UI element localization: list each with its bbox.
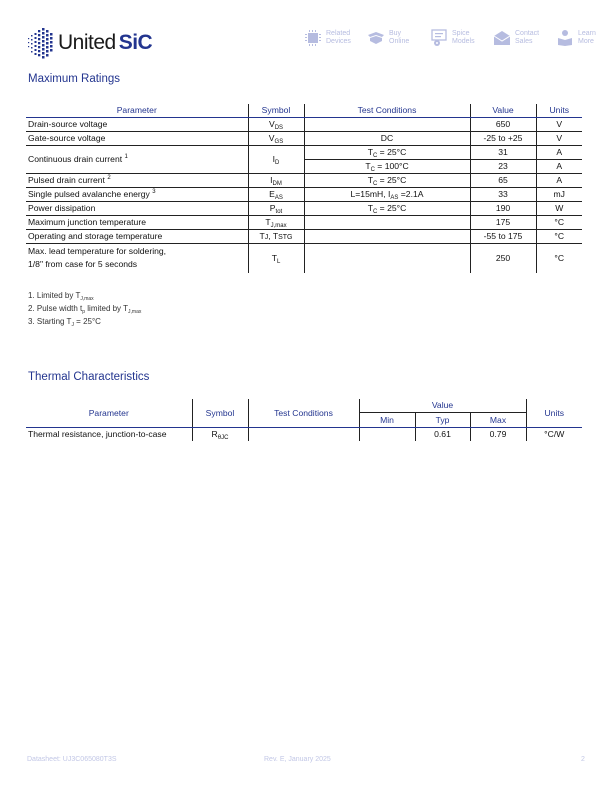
parameter-cell: Single pulsed avalanche energy $^3$: [26, 188, 248, 202]
chip-icon: [303, 28, 323, 48]
condition-cell: $T_C = 25^\circ C$: [304, 174, 470, 188]
col-header-symbol: Symbol: [192, 399, 248, 428]
table-row: [26, 216, 582, 230]
spice-models-link[interactable]: [429, 28, 486, 48]
parameter-cell: Thermal resistance, junction-to-case: [28, 429, 167, 439]
value-cell: 250: [470, 244, 536, 273]
symbol-cell: $R_{\theta JC}$: [192, 428, 248, 442]
footer-page-number: 2: [581, 756, 585, 763]
col-header-symbol: Symbol: [248, 104, 304, 118]
nav-label: Models: [452, 38, 475, 45]
parameter-cell: Pulsed drain current $^2$: [26, 174, 248, 188]
condition-cell: [248, 428, 359, 442]
units-cell: A: [536, 160, 582, 174]
footer-datasheet-id: Datasheet: UJ3C065080T3S: [27, 756, 117, 763]
parameter-cell: Drain-source voltage: [26, 118, 248, 132]
col-header-typ: Typ: [415, 413, 470, 428]
table-row: [26, 428, 582, 442]
condition-cell: L=15mH, $I_{AS} =2.1A$: [304, 188, 470, 202]
col-header-min: Min: [359, 413, 415, 428]
units-cell: °C: [536, 230, 582, 244]
units-cell: A: [536, 146, 582, 160]
units-cell: A: [536, 174, 582, 188]
envelope-icon: [492, 28, 512, 48]
thermal-characteristics-table: [26, 399, 582, 441]
parameter-cell: Gate-source voltage: [26, 132, 248, 146]
col-header-parameter: Parameter: [26, 399, 192, 428]
units-cell: V: [536, 118, 582, 132]
footnotes: [28, 289, 141, 328]
condition-cell: [304, 118, 470, 132]
value-cell: 190: [470, 202, 536, 216]
symbol-cell: TJ, TSTG: [248, 230, 304, 244]
min-cell: [359, 428, 415, 442]
learn-more-link[interactable]: [555, 28, 612, 48]
maximum-ratings-table: [26, 104, 582, 273]
nav-label: Learn: [578, 30, 596, 37]
header-quick-links: [303, 28, 612, 48]
value-cell: -25 to +25: [470, 132, 536, 146]
parameter-cell: Power dissipation: [26, 202, 248, 216]
parameter-cell: Maximum junction temperature: [26, 216, 248, 230]
footnote-3: 3. Starting $T_J = 25^\circ C$: [28, 317, 101, 328]
parameter-cell: Continuous drain current $^1$: [26, 146, 248, 174]
units-cell: W: [536, 202, 582, 216]
footnote-1: 1. Limited by $T_{J,max}$: [28, 291, 94, 302]
condition-cell: $T_C = 25^\circ C$: [304, 202, 470, 216]
value-cell: 65: [470, 174, 536, 188]
units-cell: °C/W: [526, 428, 582, 442]
col-header-test-conditions: Test Conditions: [248, 399, 359, 428]
value-cell: -55 to 175: [470, 230, 536, 244]
section-title-maximum-ratings: Maximum Ratings: [28, 73, 121, 85]
col-header-parameter: Parameter: [26, 104, 248, 118]
nav-label: Devices: [326, 38, 351, 45]
symbol-cell: $E_{AS}$: [248, 188, 304, 202]
table-row: [26, 230, 582, 244]
reader-icon: [555, 28, 575, 48]
value-cell: 23: [470, 160, 536, 174]
table-row: [26, 202, 582, 216]
symbol-cell: $T_L$: [248, 244, 304, 273]
table-header-row: [26, 104, 582, 118]
buy-online-link[interactable]: [366, 28, 423, 48]
nav-label: More: [578, 38, 594, 45]
nav-label: Sales: [515, 38, 533, 45]
box-icon: [366, 28, 386, 48]
col-header-value: Value: [470, 104, 536, 118]
footer-revision: Rev. E, January 2025: [264, 756, 331, 763]
table-row: [26, 174, 582, 188]
nav-label: Related: [326, 30, 351, 37]
contact-sales-link[interactable]: [492, 28, 549, 48]
col-header-units: Units: [536, 104, 582, 118]
condition-cell: [304, 216, 470, 230]
max-cell: 0.79: [470, 428, 526, 442]
symbol-cell: $I_{DM}$: [248, 174, 304, 188]
units-cell: °C: [536, 244, 582, 273]
hexagon-dots-icon: [27, 27, 55, 59]
condition-cell: [304, 230, 470, 244]
unitedsic-logo: [27, 27, 157, 59]
table-row: [26, 118, 582, 132]
nav-label: Buy: [389, 30, 402, 37]
condition-cell: [304, 244, 470, 273]
value-cell: 31: [470, 146, 536, 160]
units-cell: V: [536, 132, 582, 146]
symbol-cell: $I_D$: [248, 146, 304, 174]
value-cell: 33: [470, 188, 536, 202]
condition-cell: $T_C = 100^\circ C$: [304, 160, 470, 174]
value-cell: 650: [470, 118, 536, 132]
symbol-cell: $P_{tot}$: [248, 202, 304, 216]
col-header-value: Value: [359, 399, 526, 413]
condition-cell: DC: [304, 132, 470, 146]
table-row: [26, 132, 582, 146]
table-row: [26, 244, 582, 273]
col-header-test-conditions: Test Conditions: [304, 104, 470, 118]
parameter-cell: Max. lead temperature for soldering, 1/8" from case for 5 seconds: [28, 246, 167, 270]
table-header-row: [26, 399, 582, 413]
col-header-max: Max: [470, 413, 526, 428]
nav-label: Spice: [452, 30, 470, 37]
symbol-cell: $T_{J,max}$: [248, 216, 304, 230]
symbol-cell: $V_{DS}$: [248, 118, 304, 132]
table-row: [26, 146, 582, 160]
units-cell: °C: [536, 216, 582, 230]
typ-cell: 0.61: [415, 428, 470, 442]
logo-wordmark: United SiC: [58, 31, 153, 54]
value-cell: 175: [470, 216, 536, 230]
table-row: [26, 188, 582, 202]
footnote-2: 2. Pulse width $t_p$ limited by $T_{J,max}$: [28, 304, 142, 315]
related-devices-link[interactable]: [303, 28, 360, 48]
condition-cell: $T_C = 25^\circ C$: [304, 146, 470, 160]
gear-doc-icon: [429, 28, 449, 48]
nav-label: Contact: [515, 30, 540, 37]
symbol-cell: $V_{GS}$: [248, 132, 304, 146]
parameter-cell: Operating and storage temperature: [26, 230, 248, 244]
nav-label: Online: [389, 38, 410, 45]
col-header-units: Units: [526, 399, 582, 428]
section-title-thermal-characteristics: Thermal Characteristics: [28, 371, 150, 383]
units-cell: mJ: [536, 188, 582, 202]
